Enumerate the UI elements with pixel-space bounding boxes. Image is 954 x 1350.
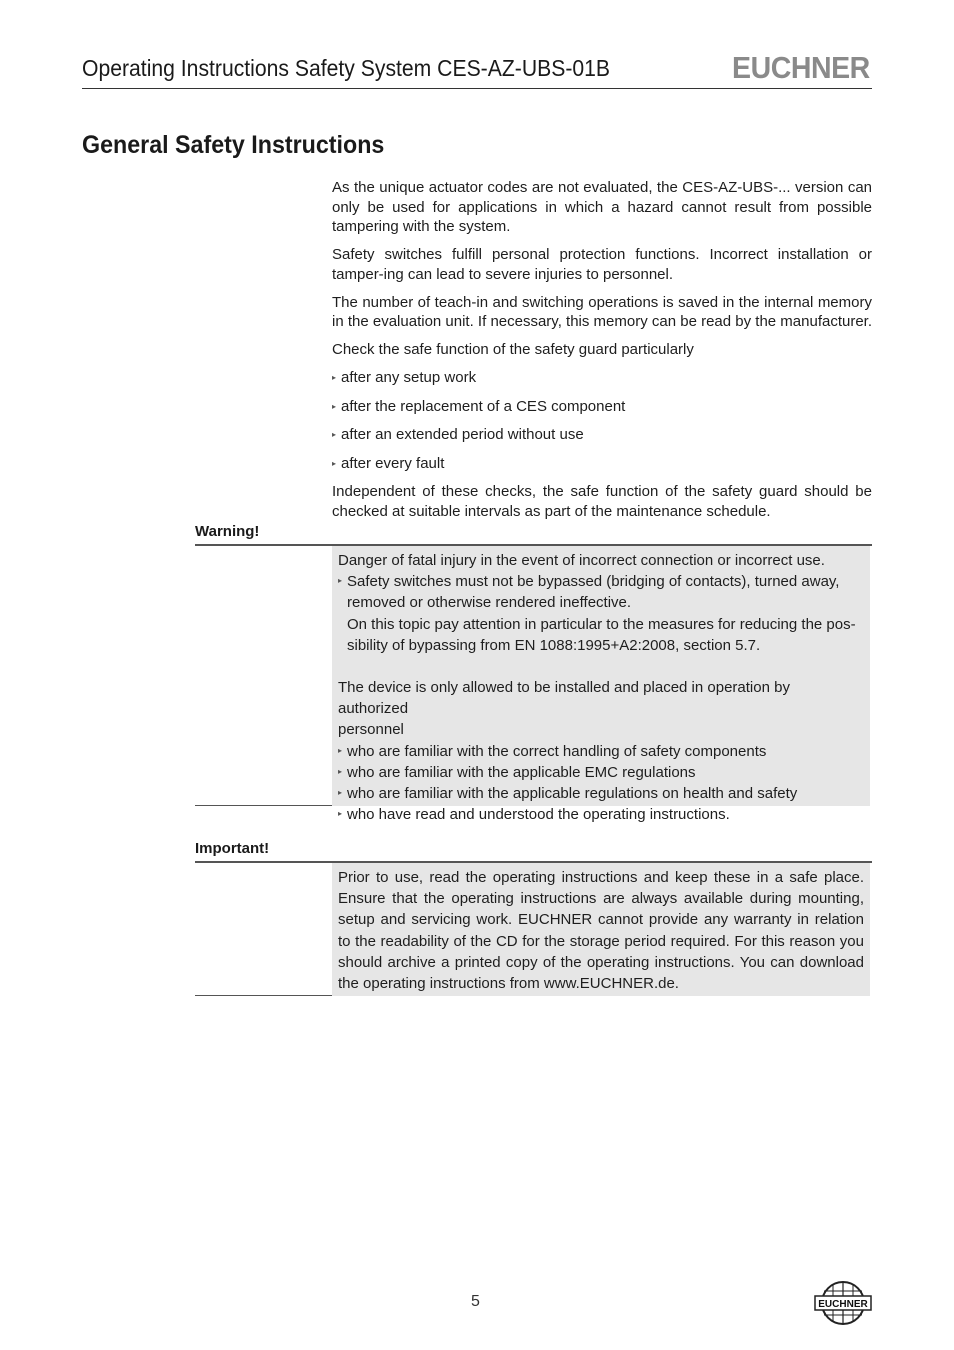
intro-paragraph: Check the safe function of the safety guard particularly [332, 341, 694, 358]
arrow-bullet-icon: ▸ [338, 766, 343, 776]
header-divider [82, 88, 872, 89]
personnel-item: ▸ who have read and understood the operating instructions. [338, 804, 864, 825]
arrow-bullet-icon: ▸ [338, 576, 343, 586]
personnel-item: ▸ who are familiar with the applicable EMC regulations [338, 762, 864, 783]
document-title: Operating Instructions Safety System CES-AZ-UBS-01B [82, 55, 611, 81]
brand-logo: EUCHNER [732, 50, 870, 85]
warning-box: Danger of fatal injury in the event of incorrect connection or incorrect use. ▸ Safety switches must not be bypassed (bridging of contacts), turned away, removed or otherwise rendered ineffective. On this topic pay attention in particular to the measures for reducing the pos- sibility of bypassing from EN 1088:1995+A2:2008, section 5.7. The device is only allowed to be installed and placed in operation by authorized personnel ▸ who are familiar with the correct handling of safety components ▸ who are familiar with the applicable EMC regulations ▸ who are familiar with the applicable regulations on health and safety ▸ who have read and understood the operating instructions. [332, 546, 870, 806]
personnel-item: ▸ who are familiar with the correct handling of safety components [338, 741, 864, 762]
warning-label: Warning! [195, 523, 260, 540]
check-item: ▸ after the replacement of a CES component [332, 397, 626, 415]
intro-paragraph: Safety switches fulfill personal protection functions. Incorrect installation or tamper-ing can lead to severe injuries to personnel. [332, 246, 872, 283]
page-number: 5 [471, 1293, 480, 1310]
check-item: ▸ after any setup work [332, 369, 477, 386]
warning-bullet: ▸ Safety switches must not be bypassed (bridging of contacts), turned away, [338, 571, 864, 592]
arrow-bullet-icon: ▸ [332, 373, 337, 382]
check-item: ▸ after an extended period without use [332, 426, 584, 443]
intro-paragraph: As the unique actuator codes are not evaluated, the CES-AZ-UBS-... version can only be used for applications in which a hazard cannot result from possible tampering with the system. [332, 179, 872, 235]
intro-text [332, 178, 872, 530]
arrow-bullet-icon: ▸ [338, 788, 343, 798]
personnel-item: ▸ who are familiar with the applicable regulations on health and safety [338, 783, 864, 804]
arrow-bullet-icon: ▸ [332, 430, 337, 439]
arrow-bullet-icon: ▸ [332, 458, 337, 468]
important-box: Prior to use, read the operating instructions and keep these in a safe place. Ensure that the operating instructions are always available during mounting, setup and servicing work. EUCHNER cannot provide any warranty in relation to the readability of the CD for the storage period required. For this reason you should archive a printed copy of the operating instructions. You can download the operating instructions from www.EUCHNER.de. [332, 863, 870, 996]
arrow-bullet-icon: ▸ [332, 401, 337, 411]
euchner-seal-logo [814, 1279, 872, 1327]
check-item: ▸ after every fault [332, 454, 445, 472]
section-title: General Safety Instructions [82, 131, 385, 159]
arrow-bullet-icon: ▸ [338, 809, 343, 819]
important-label: Important! [195, 840, 270, 857]
intro-paragraph: Independent of these checks, the safe function of the safety guard should be checked at suitable intervals as part of the maintenance schedule. [332, 483, 872, 520]
important-bottom-divider [195, 995, 332, 996]
warning-bottom-divider [195, 805, 332, 806]
warning-line: Danger of fatal injury in the event of incorrect connection or incorrect use. [338, 552, 825, 569]
warning-line: The device is only allowed to be installed and placed in operation by authorized [338, 679, 790, 718]
intro-paragraph: The number of teach-in and switching operations is saved in the internal memory in the evaluation unit. If necessary, this memory can be read by the manufacturer. [332, 293, 873, 330]
warning-line: personnel [338, 721, 404, 739]
arrow-bullet-icon: ▸ [338, 745, 343, 755]
seal-logo-text: EUCHNER [818, 1299, 868, 1310]
